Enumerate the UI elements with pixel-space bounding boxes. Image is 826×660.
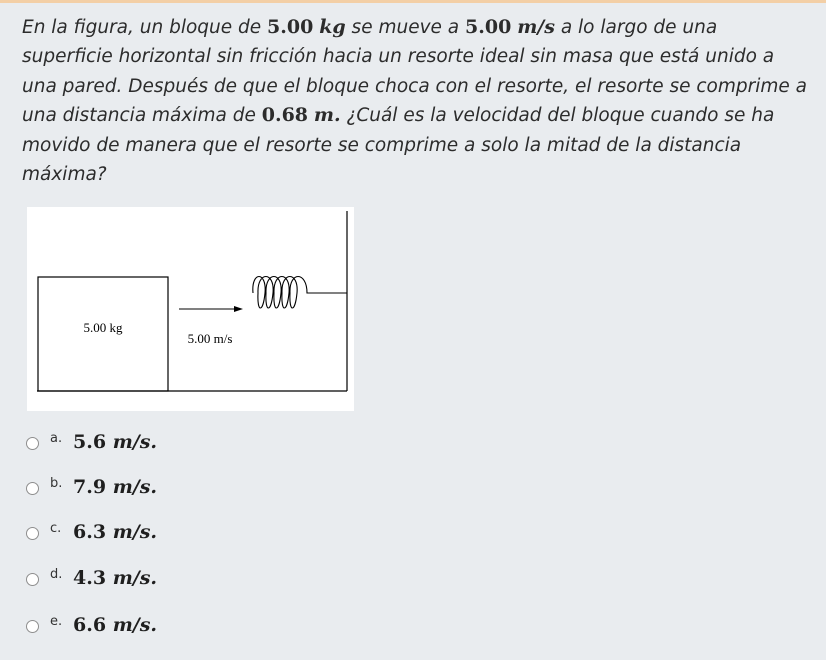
block-mass-label: 5.00 kg [83,320,123,335]
option-letter: c. [50,521,62,536]
option-answer: 6.3 m/s. [73,521,158,543]
radio-button[interactable] [26,620,39,633]
option-answer: 7.9 m/s. [73,476,158,498]
option-a[interactable] [26,428,326,458]
radio-button[interactable] [26,437,39,450]
option-b[interactable] [26,473,326,503]
distance-unit: m. [313,104,341,127]
option-letter: e. [50,614,63,629]
distance-value: 0.68 [261,104,309,127]
option-letter: d. [50,567,63,582]
spring-block-diagram [27,207,354,411]
option-answer: 5.6 m/s. [73,431,158,453]
mass-value: 5.00 [267,16,314,38]
option-d[interactable] [26,564,326,594]
option-c[interactable] [26,518,326,548]
speed-value: 5.00 [465,16,512,38]
option-letter: b. [50,476,63,491]
velocity-arrow-head [234,306,243,312]
option-letter: a. [50,431,63,446]
radio-button[interactable] [26,527,39,540]
top-accent-line [0,0,826,3]
radio-button[interactable] [26,482,39,495]
option-answer: 4.3 m/s. [73,567,158,589]
speed-unit: m/s [517,16,555,38]
question-text: En la figura, un bloque de 5.00 kg se mueve a 5.00 m/s a lo largo de una superficie horizontal sin fricción hacia un resorte ideal sin masa que está unido a una pared. Después de que el bloque choca con el resorte, el resorte se comprime a una distancia máxima de 0.68 m. ¿Cuál es la velocidad del bloque cuando se ha movido de manera que el resorte se comprime a solo la mitad de la distancia máxima? [22,16,807,186]
spring [253,277,347,309]
option-answer: 6.6 m/s. [73,614,158,636]
radio-button[interactable] [26,573,39,586]
mass-unit: kg [319,16,346,38]
option-e[interactable] [26,611,326,641]
velocity-label: 5.00 m/s [187,331,233,346]
question-figure [27,207,354,411]
